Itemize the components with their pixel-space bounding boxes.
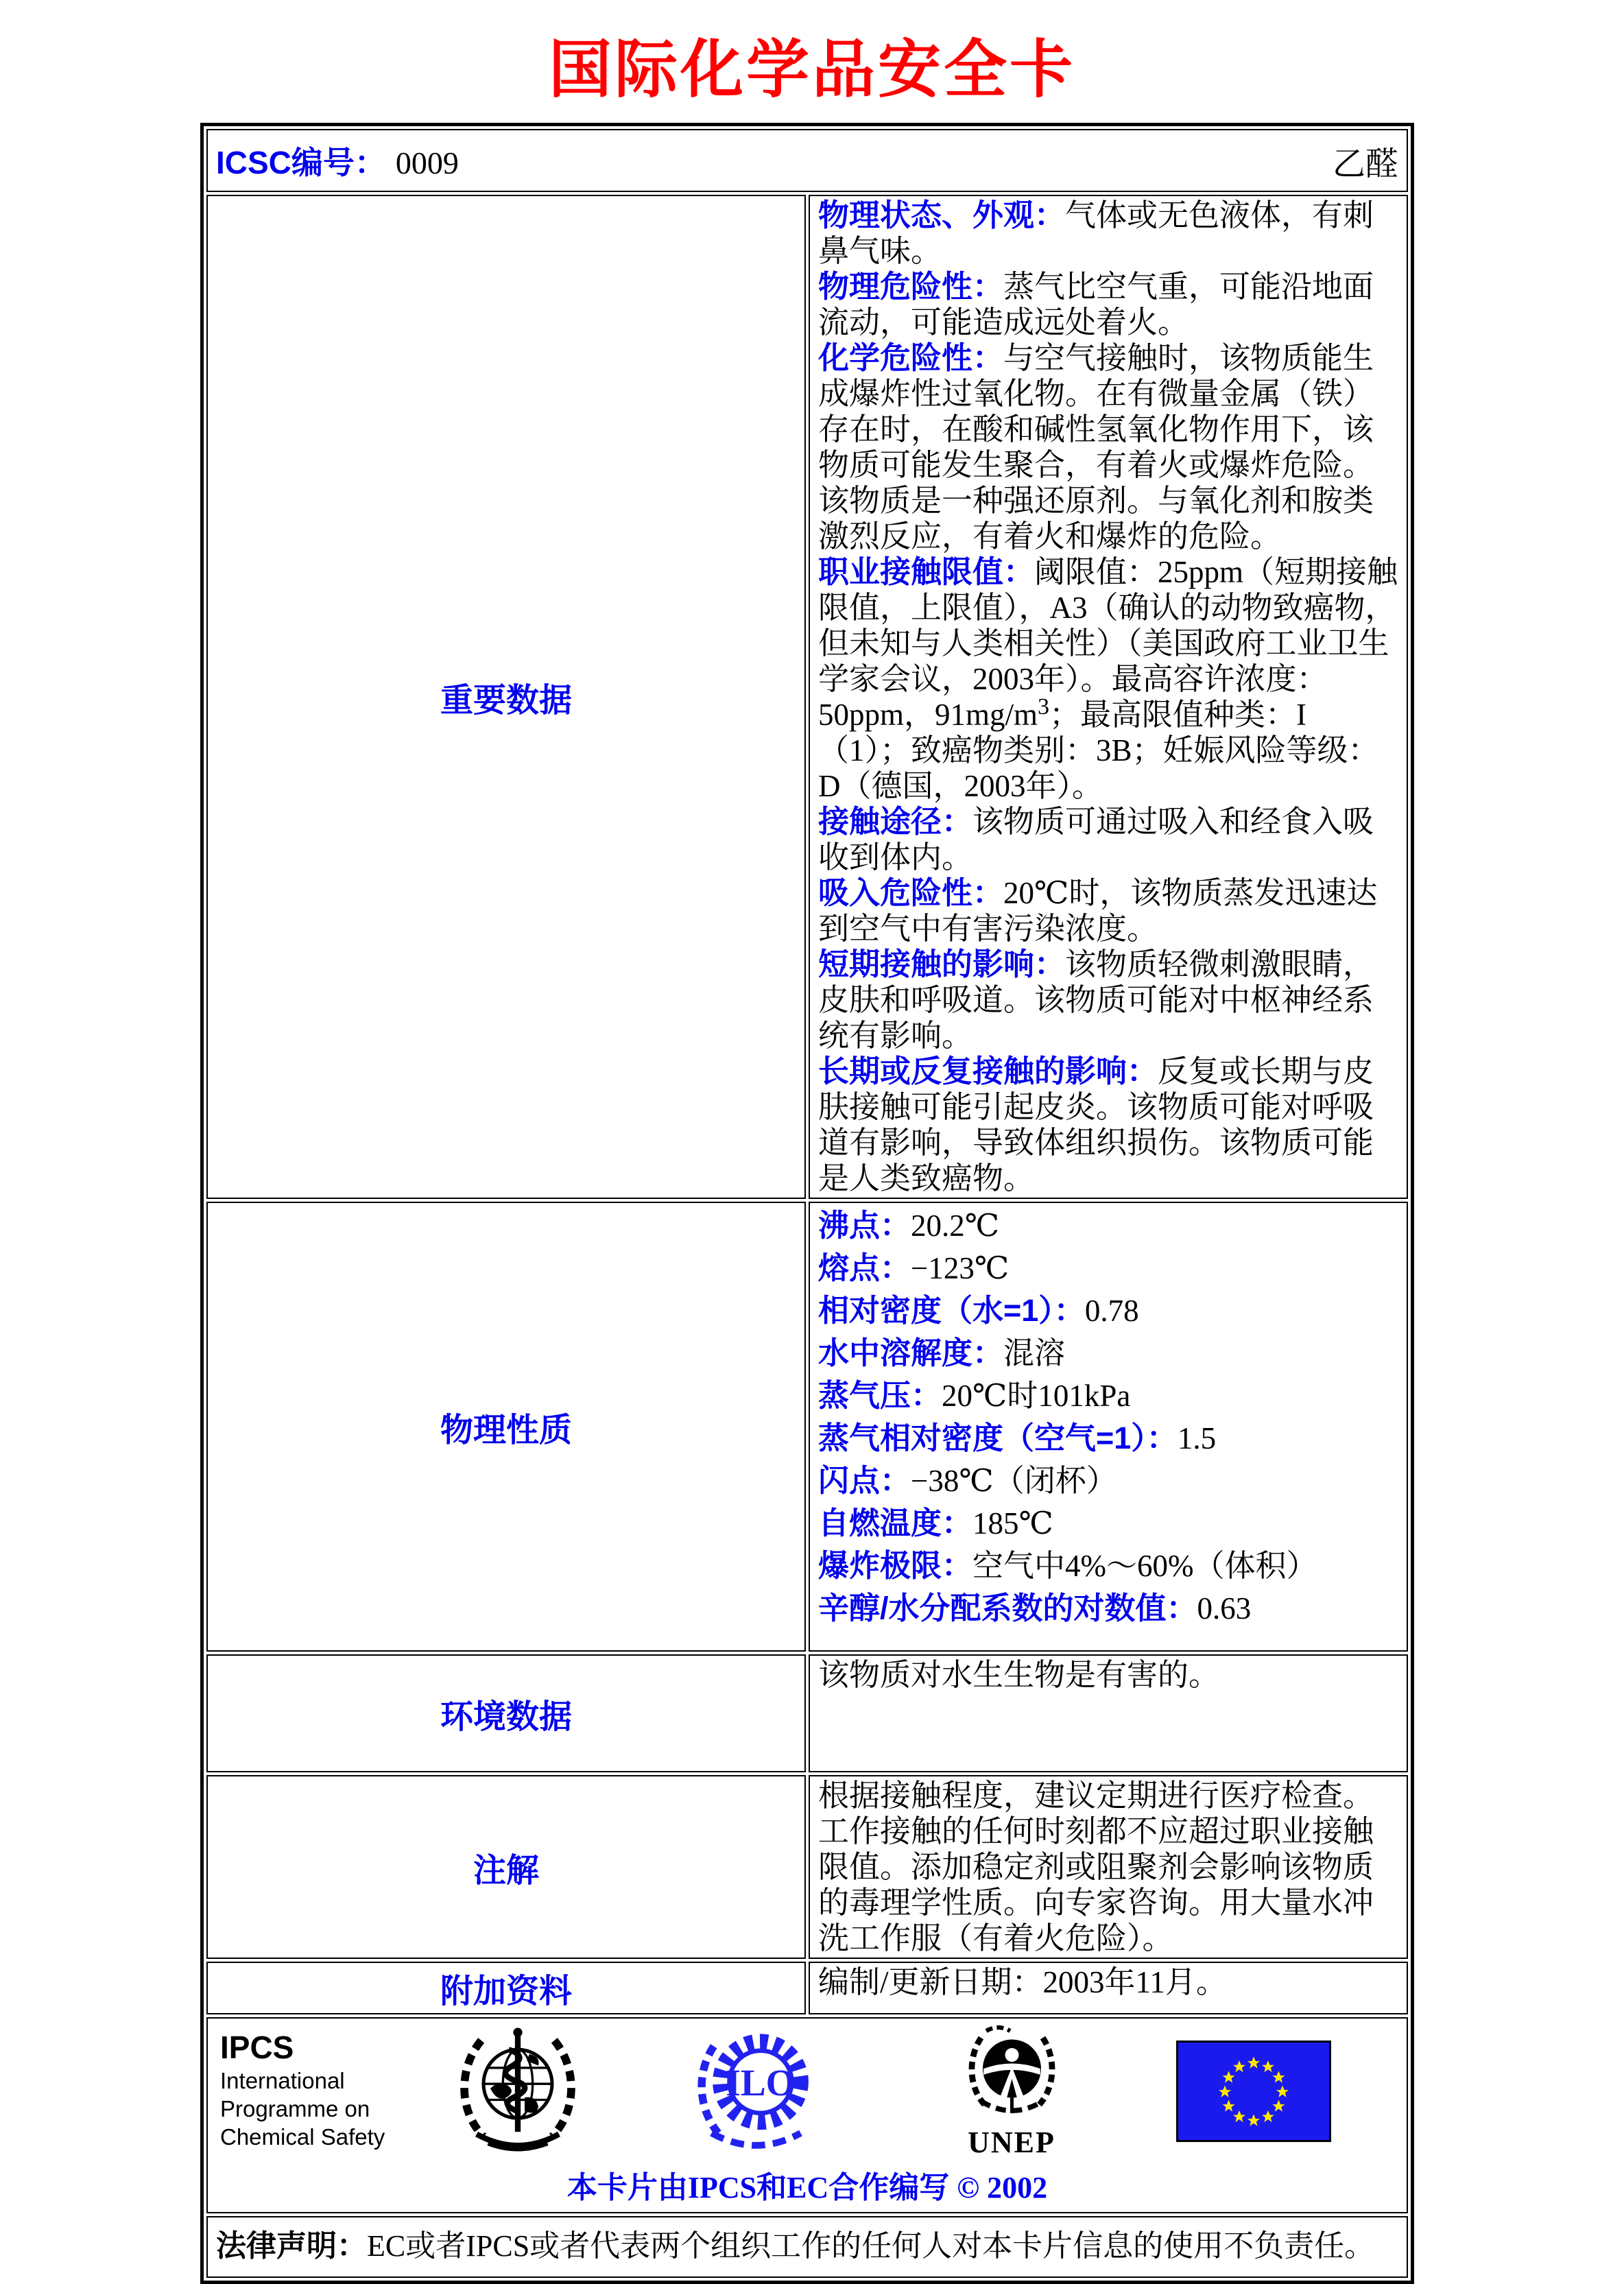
field-label: 熔点： bbox=[818, 1250, 911, 1286]
legal-row bbox=[206, 2216, 1408, 2278]
eu-flag-icon bbox=[1176, 2041, 1331, 2142]
row-label-additional: 附加资料 bbox=[206, 1962, 806, 2014]
field-label: 水中溶解度： bbox=[818, 1335, 1004, 1371]
notes-cell bbox=[809, 1775, 1408, 1959]
field-value: 该物质轻微刺激眼睛，皮肤和呼吸道。该物质可能对中枢神经系统有影响。 bbox=[818, 947, 1374, 1054]
phys-water-solubility bbox=[818, 1332, 1398, 1375]
field-value: 1.5 bbox=[1177, 1421, 1217, 1456]
ipcs-line3: Chemical Safety bbox=[220, 2124, 385, 2150]
who-logo-icon bbox=[449, 2023, 586, 2163]
important-line-occupational-limits bbox=[818, 554, 1398, 804]
cooperation-caption: 本卡片由IPCS和EC合作编写 © 2002 bbox=[566, 2171, 1048, 2205]
field-value: 20℃时101kPa bbox=[942, 1379, 1131, 1414]
environment-data-cell bbox=[809, 1654, 1408, 1772]
unep-logo-block bbox=[940, 2024, 1084, 2158]
phys-vapor-density bbox=[818, 1417, 1398, 1460]
field-value: 空气中4%～60%（体积） bbox=[972, 1549, 1317, 1584]
important-line-inhalation-risk bbox=[818, 875, 1398, 947]
phys-boiling-point bbox=[818, 1204, 1398, 1247]
superscript-3: 3 bbox=[1038, 694, 1050, 720]
legal-text: EC或者IPCS或者代表两个组织工作的任何人对本卡片信息的使用不负责任。 bbox=[367, 2229, 1375, 2263]
field-value-cont: ；最高限值种类：I（1）；致癌物类别：3B；妊娠风险等级：D（德国，2003年）。 bbox=[818, 698, 1379, 804]
important-line-physical-danger bbox=[818, 269, 1398, 340]
field-value: 反复或长期与皮肤接触可能引起皮炎。该物质可能对呼吸道有影响，导致体组织损伤。该物质可能是人类致癌物。 bbox=[818, 1054, 1374, 1196]
logos-row bbox=[206, 2017, 1408, 2213]
field-label: 蒸气相对密度（空气=1）： bbox=[818, 1420, 1178, 1456]
field-label: 物理危险性： bbox=[818, 269, 1004, 305]
legal-label: 法律声明： bbox=[216, 2229, 367, 2263]
important-line-chemical-danger bbox=[818, 340, 1398, 554]
row-label-physical: 物理性质 bbox=[206, 1202, 806, 1652]
ilo-letters: ILO bbox=[726, 2061, 796, 2104]
icsc-number-label: ICSC编号： bbox=[216, 145, 386, 181]
phys-octanol-water bbox=[818, 1587, 1398, 1630]
field-label: 化学危险性： bbox=[818, 340, 1004, 376]
field-value: −38℃（闭杯） bbox=[911, 1464, 1117, 1499]
field-value: 阈限值：25ppm（短期接触限值，上限值），A3（确认的动物致癌物，但未知与人类相关性）（美国政府工业卫生学家会议，2003年）。最高容许浓度：50ppm，91mg/m bbox=[818, 555, 1398, 733]
icsc-number-value: 0009 bbox=[395, 145, 459, 181]
field-value: 气体或无色液体，有刺鼻气味。 bbox=[818, 198, 1374, 269]
row-label-notes: 注解 bbox=[206, 1775, 806, 1959]
phys-explosive-limits bbox=[818, 1545, 1398, 1587]
field-label: 辛醇/水分配系数的对数值： bbox=[818, 1591, 1197, 1626]
field-value: 蒸气比空气重，可能沿地面流动，可能造成远处着火。 bbox=[818, 270, 1374, 340]
field-label: 爆炸极限： bbox=[818, 1548, 973, 1584]
field-label: 沸点： bbox=[818, 1208, 911, 1244]
field-label: 蒸气压： bbox=[818, 1378, 942, 1414]
field-label: 物理状态、外观： bbox=[818, 198, 1066, 233]
row-label-important: 重要数据 bbox=[206, 195, 806, 1199]
field-label: 职业接触限值： bbox=[818, 554, 1035, 590]
ilo-logo-icon bbox=[689, 2023, 823, 2163]
important-line-physical-state bbox=[818, 198, 1398, 269]
field-label: 自燃温度： bbox=[818, 1506, 973, 1541]
row-label-environment: 环境数据 bbox=[206, 1654, 806, 1772]
field-value: 与空气接触时，该物质能生成爆炸性过氧化物。在有微量金属（铁）存在时，在酸和碱性氢氧化物作用下，该物质可能发生聚合，有着火或爆炸危险。该物质是一种强还原剂。与氧化剂和胺类激烈反应，有着火和爆炸的危险。 bbox=[818, 341, 1374, 554]
phys-vapor-pressure bbox=[818, 1375, 1398, 1417]
unep-logo-icon bbox=[948, 2024, 1075, 2127]
field-label: 长期或反复接触的影响： bbox=[818, 1054, 1158, 1089]
page-title: 国际化学品安全卡 bbox=[548, 35, 1075, 105]
field-value: −123℃ bbox=[911, 1251, 1010, 1286]
field-value: 0.78 bbox=[1084, 1294, 1139, 1329]
field-label: 闪点： bbox=[818, 1463, 911, 1499]
icsc-table bbox=[200, 123, 1414, 2284]
additional-text: 编制/更新日期：2003年11月。 bbox=[818, 1965, 1227, 2000]
physical-properties-cell bbox=[809, 1202, 1408, 1652]
ipcs-line2: Programme on bbox=[220, 2096, 370, 2122]
phys-flash-point bbox=[818, 1460, 1398, 1502]
field-label: 相对密度（水=1）： bbox=[818, 1293, 1085, 1329]
important-line-exposure-routes bbox=[818, 804, 1398, 875]
field-label: 吸入危险性： bbox=[818, 875, 1004, 911]
additional-info-cell bbox=[809, 1962, 1408, 2014]
field-label: 短期接触的影响： bbox=[818, 947, 1066, 982]
phys-melting-point bbox=[818, 1247, 1398, 1289]
environment-text: 该物质对水生生物是有害的。 bbox=[818, 1658, 1220, 1693]
important-line-short-term-effects bbox=[818, 947, 1398, 1054]
unep-label: UNEP bbox=[968, 2126, 1055, 2160]
ipcs-line1: International bbox=[220, 2068, 345, 2094]
phys-autoignition-temp bbox=[818, 1502, 1398, 1545]
phys-relative-density bbox=[818, 1289, 1398, 1332]
important-data-cell bbox=[809, 195, 1408, 1199]
chemical-name: 乙醛 bbox=[1332, 145, 1398, 182]
icsc-card-page bbox=[0, 35, 1624, 2263]
important-line-long-term-effects bbox=[818, 1054, 1398, 1196]
field-value: 该物质可通过吸入和经食入吸收到体内。 bbox=[818, 805, 1374, 875]
field-value: 20.2℃ bbox=[911, 1209, 1000, 1244]
ipcs-wordmark bbox=[220, 2028, 385, 2151]
field-label: 接触途径： bbox=[818, 804, 973, 840]
field-value: 混溶 bbox=[1003, 1336, 1066, 1371]
field-value: 185℃ bbox=[972, 1506, 1053, 1541]
icsc-number-group bbox=[216, 138, 459, 183]
field-value: 0.63 bbox=[1197, 1591, 1252, 1626]
ipcs-acronym: IPCS bbox=[220, 2030, 294, 2066]
header-row bbox=[206, 129, 1408, 192]
notes-text: 根据接触程度，建议定期进行医疗检查。工作接触的任何时刻都不应超过职业接触限值。添加稳定剂或阻聚剂会影响该物质的毒理学性质。向专家咨询。用大量水冲洗工作服（有着火危险）。 bbox=[818, 1779, 1374, 1956]
field-value: 20℃时，该物质蒸发迅速达到空气中有害污染浓度。 bbox=[818, 876, 1378, 947]
